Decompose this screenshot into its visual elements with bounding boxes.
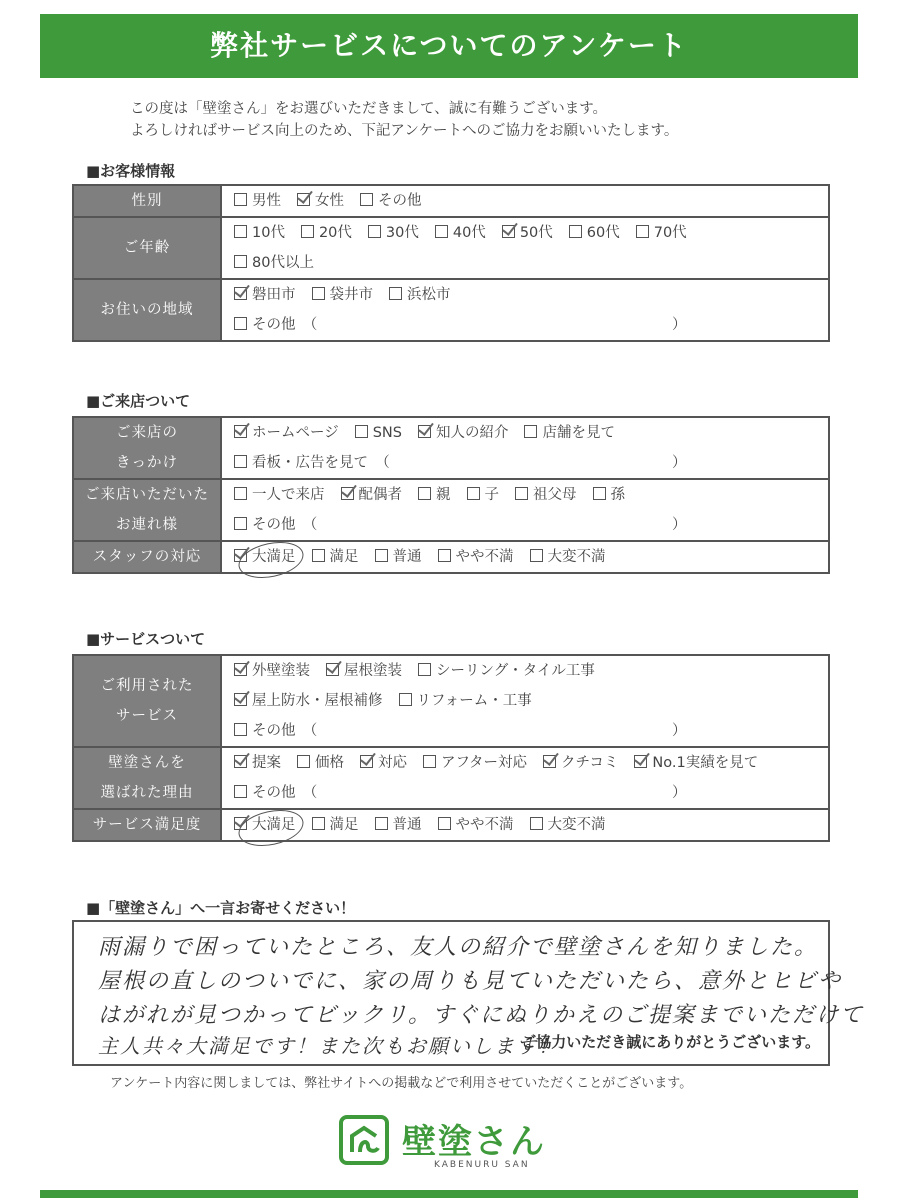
footnote: アンケート内容に関しましては、弊社サイトへの掲載などで利用させていただくことがございます。 <box>110 1076 693 1091</box>
checkbox-option[interactable] <box>234 218 285 248</box>
checkbox-option[interactable] <box>234 510 687 540</box>
row-label <box>73 541 221 573</box>
intro-line: よろしければサービス向上のため、下記アンケートへのご協力をお願いいたします。 <box>130 123 679 139</box>
option-label: 看板・広告を見て （ <box>252 455 390 471</box>
option-line <box>234 448 828 478</box>
row-options <box>221 279 829 341</box>
option-line <box>234 778 828 808</box>
footer-bar <box>40 1190 858 1198</box>
visit-info-table <box>72 416 830 574</box>
form-row <box>73 185 829 217</box>
option-label: ホームページ <box>252 425 339 441</box>
option-line <box>234 310 828 340</box>
checkbox-option[interactable] <box>375 810 422 840</box>
option-label: 価格 <box>315 755 344 771</box>
header-bar <box>40 14 858 78</box>
checkbox-icon[interactable] <box>438 549 451 562</box>
checked-checkbox-icon[interactable] <box>326 663 339 676</box>
checkbox-icon[interactable] <box>312 549 325 562</box>
checkbox-option[interactable] <box>360 748 407 778</box>
checked-checkbox-icon[interactable] <box>341 487 354 500</box>
checkbox-icon[interactable] <box>435 225 448 238</box>
row-options <box>221 655 829 747</box>
checkbox-option[interactable] <box>234 310 687 340</box>
checkbox-icon[interactable] <box>375 817 388 830</box>
row-label <box>73 809 221 841</box>
checkbox-option[interactable] <box>297 186 344 216</box>
checked-checkbox-icon[interactable] <box>234 425 247 438</box>
row-options <box>221 541 829 573</box>
option-line <box>234 510 828 540</box>
option-label: 普通 <box>392 817 422 833</box>
checkbox-option[interactable] <box>524 418 615 448</box>
row-label-line: お住いの地域 <box>100 302 194 318</box>
option-line <box>234 280 828 310</box>
checkbox-option[interactable] <box>360 186 422 216</box>
intro-text <box>130 98 678 142</box>
option-label: 60代 <box>586 225 620 241</box>
option-label: その他 （ <box>252 317 318 333</box>
form-row <box>73 541 829 573</box>
option-label: 普通 <box>392 549 422 565</box>
option-line <box>234 716 828 746</box>
option-label: 大満足 <box>252 549 296 565</box>
option-label: 屋上防水・屋根補修 <box>252 693 383 709</box>
option-label: その他 （ <box>252 723 318 739</box>
checkbox-option[interactable] <box>234 418 339 448</box>
row-label-line: 性別 <box>131 193 163 209</box>
checkbox-icon[interactable] <box>515 487 528 500</box>
checkbox-option[interactable] <box>234 448 687 478</box>
checkbox-icon[interactable] <box>234 193 247 206</box>
row-label <box>73 279 221 341</box>
row-label <box>73 417 221 479</box>
option-line <box>234 542 828 572</box>
checkbox-icon[interactable] <box>234 487 247 500</box>
checkbox-option[interactable] <box>234 186 281 216</box>
checkbox-icon[interactable] <box>301 225 314 238</box>
checkbox-option[interactable] <box>399 686 532 716</box>
checkbox-icon[interactable] <box>375 549 388 562</box>
thanks-text: ご協力いただき誠にありがとうございます。 <box>521 1033 820 1051</box>
option-line <box>234 480 828 510</box>
checkbox-option[interactable] <box>301 218 352 248</box>
checkbox-icon[interactable] <box>297 755 310 768</box>
checkbox-option[interactable] <box>423 748 527 778</box>
option-label: やや不満 <box>455 549 514 565</box>
checkbox-option[interactable] <box>234 810 296 840</box>
row-label-line: ご年齢 <box>123 240 171 256</box>
section-heading-customer: ■お客様情報 <box>86 162 176 180</box>
checkbox-icon[interactable] <box>234 455 247 468</box>
checked-checkbox-icon[interactable] <box>234 693 247 706</box>
checked-checkbox-icon[interactable] <box>502 225 515 238</box>
checkbox-option[interactable] <box>234 748 281 778</box>
row-options <box>221 747 829 809</box>
option-label: その他 （ <box>252 517 318 533</box>
checkbox-icon[interactable] <box>368 225 381 238</box>
section-heading-visit: ■ご来店ついて <box>86 392 191 410</box>
option-label: 孫 <box>610 487 625 503</box>
option-label: 対応 <box>378 755 407 771</box>
row-options <box>221 217 829 279</box>
checkbox-option[interactable] <box>530 810 606 840</box>
checkbox-icon[interactable] <box>569 225 582 238</box>
row-label-line: 選ばれた理由 <box>100 785 194 801</box>
checkbox-option[interactable] <box>389 280 451 310</box>
close-paren: ） <box>672 785 687 801</box>
option-label: 大満足 <box>252 817 296 833</box>
row-label-line: ご利用された <box>100 678 194 694</box>
checkbox-option[interactable] <box>368 218 419 248</box>
row-options <box>221 809 829 841</box>
option-line <box>234 218 828 248</box>
checkbox-icon[interactable] <box>360 193 373 206</box>
checkbox-icon[interactable] <box>389 287 402 300</box>
form-row <box>73 217 829 279</box>
row-options <box>221 417 829 479</box>
option-label: 配偶者 <box>358 487 402 503</box>
page-title: 弊社サービスについてのアンケート <box>210 29 688 62</box>
intro-line: この度は「壁塗さん」をお選びいただきまして、誠に有難うございます。 <box>130 101 608 117</box>
option-label: 50代 <box>519 225 553 241</box>
checkbox-option[interactable] <box>467 480 500 510</box>
option-label: 一人で来店 <box>252 487 325 503</box>
option-label: 提案 <box>252 755 281 771</box>
checkbox-option[interactable] <box>636 218 687 248</box>
checkbox-option[interactable] <box>234 778 687 808</box>
close-paren: ） <box>672 517 687 533</box>
logo-subtext: KABENURU SAN <box>434 1160 530 1170</box>
option-label: その他 <box>378 193 422 209</box>
option-label: やや不満 <box>455 817 514 833</box>
row-label-line: ご来店いただいた <box>85 487 209 503</box>
option-line <box>234 748 828 778</box>
checkbox-icon[interactable] <box>467 487 480 500</box>
checkbox-icon[interactable] <box>418 663 431 676</box>
option-label: 大変不満 <box>547 817 606 833</box>
comment-box <box>72 920 865 1066</box>
form-row <box>73 655 829 747</box>
service-info-table <box>72 654 830 842</box>
checkbox-option[interactable] <box>515 480 577 510</box>
form-row <box>73 479 829 541</box>
checkbox-option[interactable] <box>418 656 595 686</box>
checked-checkbox-icon[interactable] <box>634 755 647 768</box>
option-label: 知人の紹介 <box>435 425 509 441</box>
row-label-line: きっかけ <box>116 455 178 471</box>
option-label: クチコミ <box>561 755 619 771</box>
handwritten-line: 主人共々大満足です！また次もお願いします！ <box>98 1034 560 1058</box>
checkbox-option[interactable] <box>502 218 553 248</box>
option-label: SNS <box>372 425 402 441</box>
checkbox-option[interactable] <box>312 280 374 310</box>
option-label: 30代 <box>385 225 419 241</box>
checkbox-icon[interactable] <box>530 817 543 830</box>
section-heading-comment: ■「壁塗さん」へ一言お寄せください！ <box>86 899 356 917</box>
checkbox-option[interactable] <box>530 542 606 572</box>
form-row <box>73 279 829 341</box>
option-line <box>234 686 828 716</box>
checkbox-option[interactable] <box>569 218 620 248</box>
checked-checkbox-icon[interactable] <box>543 755 556 768</box>
checkbox-option[interactable] <box>418 418 509 448</box>
row-label <box>73 747 221 809</box>
checkbox-icon[interactable] <box>355 425 368 438</box>
row-label <box>73 185 221 217</box>
checked-checkbox-icon[interactable] <box>297 193 310 206</box>
checkbox-option[interactable] <box>438 542 514 572</box>
checkbox-icon[interactable] <box>636 225 649 238</box>
checkbox-option[interactable] <box>234 716 687 746</box>
option-label: No.1実績を見て <box>652 755 759 771</box>
checkbox-option[interactable] <box>312 810 359 840</box>
checkbox-option[interactable] <box>312 542 359 572</box>
row-label-line: 壁塗さんを <box>108 755 186 771</box>
option-label: アフター対応 <box>441 755 527 771</box>
option-label: 親 <box>436 487 451 503</box>
form-row <box>73 417 829 479</box>
row-label-line: サービス満足度 <box>92 817 202 833</box>
row-options <box>221 479 829 541</box>
option-label: その他 （ <box>252 785 318 801</box>
close-paren: ） <box>672 455 687 471</box>
customer-info-table <box>72 184 830 342</box>
form-row <box>73 809 829 841</box>
checkbox-icon[interactable] <box>530 549 543 562</box>
option-label: 40代 <box>452 225 486 241</box>
option-label: 満足 <box>329 549 359 565</box>
option-label: 外壁塗装 <box>252 663 310 679</box>
option-label: 袋井市 <box>329 287 373 303</box>
checkbox-icon[interactable] <box>234 317 247 330</box>
checkbox-option[interactable] <box>234 480 325 510</box>
logo-text: 壁塗さん <box>402 1122 546 1162</box>
option-line <box>234 186 828 216</box>
checked-checkbox-icon[interactable] <box>234 755 247 768</box>
row-options <box>221 185 829 217</box>
checkbox-option[interactable] <box>234 656 310 686</box>
option-label: 80代以上 <box>252 255 314 271</box>
row-label <box>73 217 221 279</box>
option-label: 70代 <box>653 225 687 241</box>
checkbox-option[interactable] <box>634 748 758 778</box>
close-paren: ） <box>672 317 687 333</box>
checkbox-icon[interactable] <box>399 693 412 706</box>
close-paren: ） <box>672 723 687 739</box>
checkbox-option[interactable] <box>593 480 626 510</box>
checkbox-icon[interactable] <box>234 517 247 530</box>
option-label: 10代 <box>252 225 285 241</box>
checkbox-icon[interactable] <box>524 425 537 438</box>
checkbox-icon[interactable] <box>312 287 325 300</box>
option-label: 大変不満 <box>547 549 606 565</box>
checkbox-option[interactable] <box>543 748 618 778</box>
row-label-line: ご来店の <box>116 425 178 441</box>
checkbox-icon[interactable] <box>438 817 451 830</box>
checkbox-icon[interactable] <box>418 487 431 500</box>
option-line <box>234 656 828 686</box>
checked-checkbox-icon[interactable] <box>234 287 247 300</box>
row-label-line: サービス <box>116 708 178 724</box>
checkbox-option[interactable] <box>435 218 486 248</box>
checkbox-option[interactable] <box>438 810 514 840</box>
handwritten-line: はがれが見つかってビックリ。すぐにぬりかえのご提案までいただけて <box>98 1003 865 1028</box>
checkbox-icon[interactable] <box>423 755 436 768</box>
option-label: 浜松市 <box>407 287 451 303</box>
checkbox-option[interactable] <box>297 748 344 778</box>
form-row <box>73 747 829 809</box>
row-label-line: お連れ様 <box>116 517 178 533</box>
handwritten-line: 屋根の直しのついでに、家の周りも見ていただいたら、意外とヒビや <box>98 969 843 994</box>
row-label <box>73 479 221 541</box>
checkbox-icon[interactable] <box>593 487 606 500</box>
checked-checkbox-icon[interactable] <box>360 755 373 768</box>
handwritten-line: 雨漏りで困っていたところ、友人の紹介で壁塗さんを知りました。 <box>98 935 819 960</box>
option-line <box>234 418 828 448</box>
checkbox-option[interactable] <box>326 656 402 686</box>
checkbox-option[interactable] <box>355 418 402 448</box>
option-label: 屋根塗装 <box>344 663 402 679</box>
option-label: リフォーム・工事 <box>416 693 532 709</box>
checkbox-option[interactable] <box>375 542 422 572</box>
row-label <box>73 655 221 747</box>
checkbox-icon[interactable] <box>234 785 247 798</box>
checkbox-option[interactable] <box>234 686 383 716</box>
house-logo-icon <box>338 1114 390 1166</box>
option-label: 満足 <box>329 817 359 833</box>
checkbox-icon[interactable] <box>312 817 325 830</box>
option-label: 20代 <box>318 225 352 241</box>
option-label: 子 <box>484 487 499 503</box>
option-label: 磐田市 <box>252 287 296 303</box>
option-label: 女性 <box>315 193 344 209</box>
checkbox-option[interactable] <box>418 480 451 510</box>
company-logo <box>338 1110 578 1182</box>
option-line <box>234 248 828 278</box>
option-label: 男性 <box>252 193 281 209</box>
checked-checkbox-icon[interactable] <box>234 663 247 676</box>
checked-checkbox-icon[interactable] <box>418 425 431 438</box>
option-line <box>234 810 828 840</box>
option-label: 店舗を見て <box>542 425 615 441</box>
option-label: シーリング・タイル工事 <box>436 663 595 679</box>
checkbox-option[interactable] <box>341 480 403 510</box>
checkbox-icon[interactable] <box>234 723 247 736</box>
checkbox-option[interactable] <box>234 280 296 310</box>
checkbox-option[interactable] <box>234 542 296 572</box>
checkbox-icon[interactable] <box>234 255 247 268</box>
option-label: 祖父母 <box>533 487 577 503</box>
row-label-line: スタッフの対応 <box>92 549 202 565</box>
section-heading-service: ■サービスついて <box>86 630 206 648</box>
checkbox-icon[interactable] <box>234 225 247 238</box>
checkbox-option[interactable] <box>234 248 314 278</box>
